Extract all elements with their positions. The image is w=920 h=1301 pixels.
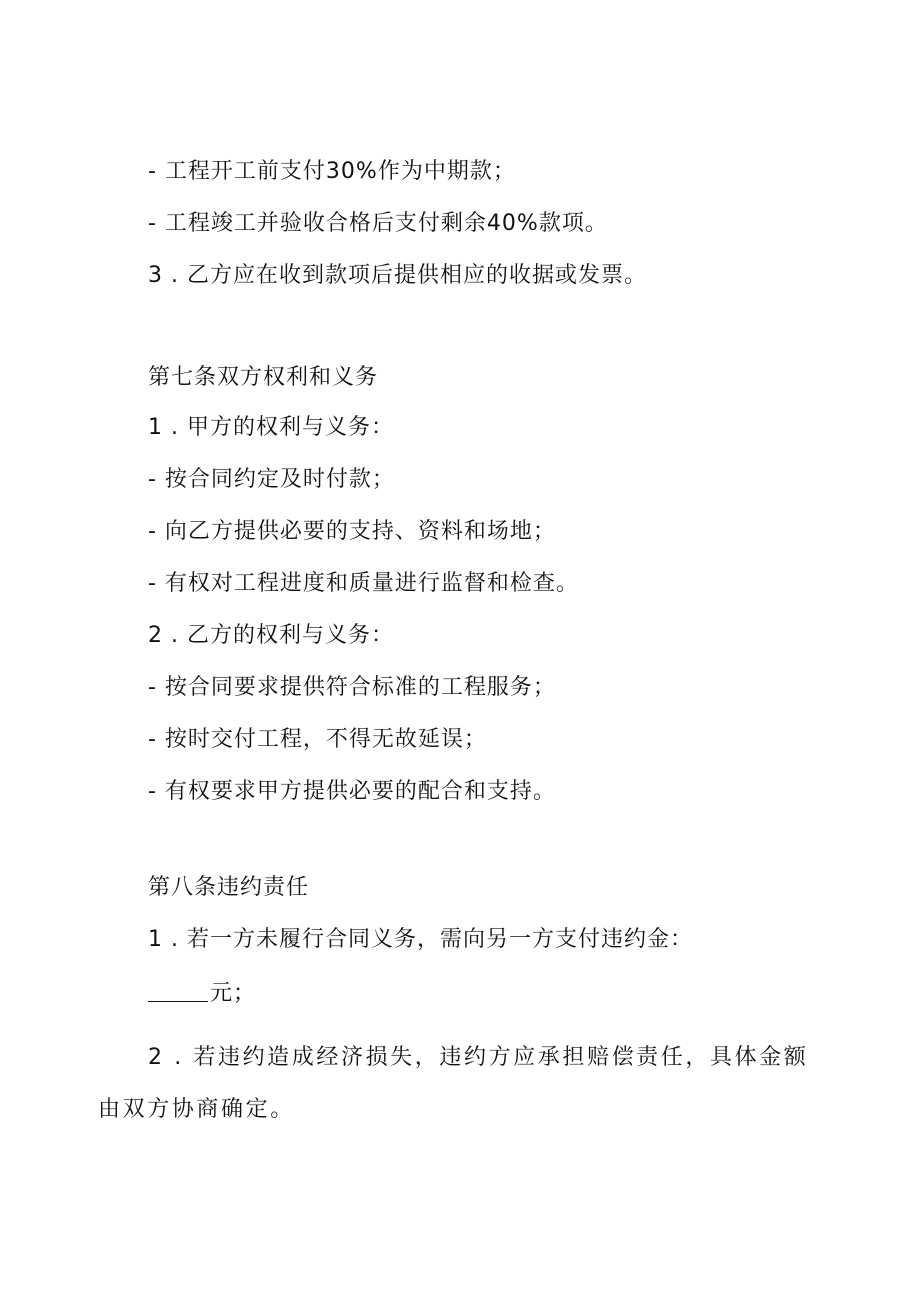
party-a-item-1: - 按合同约定及时付款； [148, 467, 395, 492]
party-b-item-3: - 有权要求甲方提供必要的配合和支持。 [148, 779, 556, 804]
payment-item-midterm: - 工程开工前支付30%作为中期款； [148, 159, 516, 184]
penalty-clause-2: 2 . 若违约造成经济损失，违约方应承担赔偿责任，具体金额由双方协商确定。 [98, 1045, 809, 1122]
article-7-heading: 第七条双方权利和义务 [148, 365, 379, 390]
amount-blank [148, 979, 208, 1002]
penalty-clause-1: 1 . 若一方未履行合同义务，需向另一方支付违约金： [148, 927, 693, 952]
party-a-heading: 1 . 甲方的权利与义务： [148, 415, 394, 440]
penalty-amount-line [148, 979, 256, 1009]
currency-unit: 元； [210, 981, 257, 1006]
party-b-heading: 2 . 乙方的权利与义务： [148, 623, 394, 648]
party-b-item-2: - 按时交付工程，不得无故延误； [148, 727, 487, 752]
receipt-clause: 3 . 乙方应在收到款项后提供相应的收据或发票。 [148, 263, 647, 288]
party-a-item-3: - 有权对工程进度和质量进行监督和检查。 [148, 571, 579, 596]
article-8-heading: 第八条违约责任 [148, 875, 310, 900]
party-b-item-1: - 按合同要求提供符合标准的工程服务； [148, 675, 556, 700]
party-a-item-2: - 向乙方提供必要的支持、资料和场地； [148, 519, 556, 544]
payment-item-final: - 工程竣工并验收合格后支付剩余40%款项。 [148, 211, 608, 236]
